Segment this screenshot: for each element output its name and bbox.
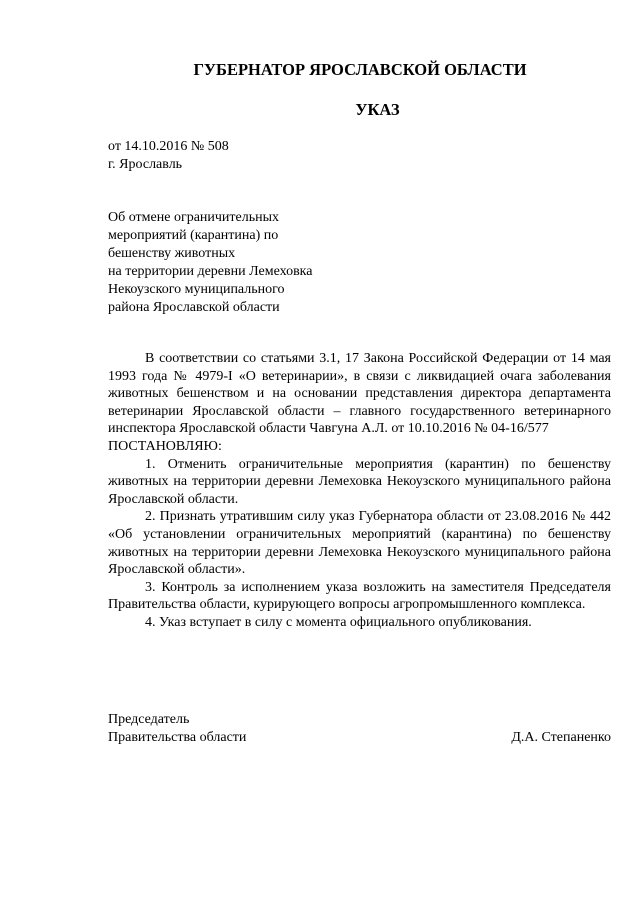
decree-item-4: 4. Указ вступает в силу с момента официального опубликования.	[145, 614, 532, 630]
decree-meta	[108, 138, 229, 174]
subject-line: мероприятий (карантина) по	[108, 228, 279, 243]
subject-line: на территории деревни Лемеховка	[108, 264, 313, 279]
decree-city: г. Ярославль	[108, 157, 183, 172]
decree-item-3: 3. Контроль за исполнением указа возложить на заместителя Председателя Правительства области, курирующего вопросы агропромышленного комплекса.	[108, 579, 611, 613]
signer-name: Д.А. Степаненко	[511, 730, 611, 745]
decree-verb: ПОСТАНОВЛЯЮ:	[108, 438, 222, 454]
subject-line: района Ярославской области	[108, 300, 280, 315]
decree-item-2: 2. Признать утратившим силу указ Губернатора области от 23.08.2016 № 442 «Об установлении ограничительных мероприятий (карантина) по бешенству животных на территории деревни Лемеховка Некоузского муниципального района Ярославской области».	[108, 509, 611, 578]
decree-body	[108, 350, 611, 632]
decree-item-1: 1. Отменить ограничительные мероприятия (карантин) по бешенству животных на территории деревни Лемеховка Некоузского муниципального района Ярославской области.	[108, 456, 611, 507]
subject-line: Об отмене ограничительных	[108, 210, 280, 225]
decree-heading: УКАЗ	[355, 100, 400, 119]
signature-row	[108, 729, 611, 747]
preamble-paragraph: В соответствии со статьями 3.1, 17 Закона Российской Федерации от 14 мая 1993 года № 4979-I «О ветеринарии», в связи с ликвидацией очага заболевания животных бешенством и на основании представления директора департамента ветеринарии Ярославской области – главного государственного ветеринарного инспектора Ярославской области Чавгуна А.Л. от 10.10.2016 № 04-16/577	[108, 351, 611, 437]
signer-position-line2: Правительства области	[108, 730, 247, 745]
signer-position-line1: Председатель	[108, 712, 190, 727]
governor-title: ГУБЕРНАТОР ЯРОСЛАВСКОЙ ОБЛАСТИ	[193, 60, 527, 79]
decree-subject	[108, 209, 312, 317]
decree-date-number: от 14.10.2016 № 508	[108, 139, 229, 154]
subject-line: бешенству животных	[108, 246, 236, 261]
signature-block	[108, 711, 611, 747]
subject-line: Некоузского муниципального	[108, 282, 285, 297]
